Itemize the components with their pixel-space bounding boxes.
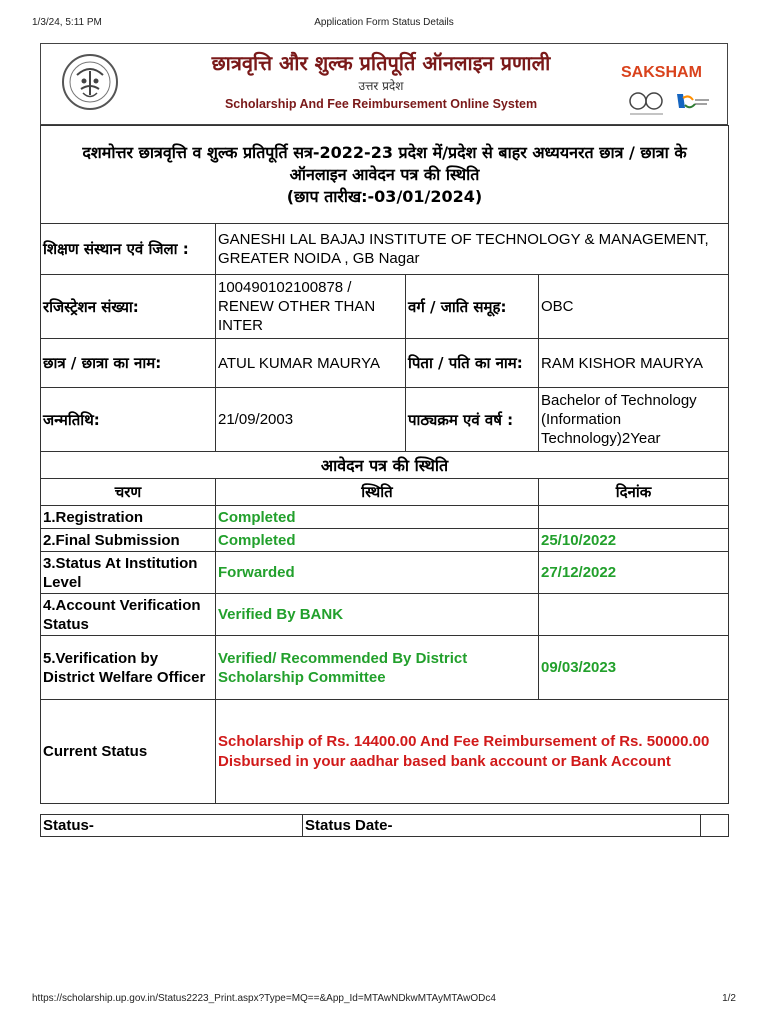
date-cell: 27/12/2022 (539, 552, 729, 594)
column-header-status: स्थिति (216, 479, 539, 506)
current-status-value: Scholarship of Rs. 14400.00 And Fee Reimbursement of Rs. 50000.00 Disbursed in your aadhar based bank account or Bank Account (216, 700, 729, 804)
father-name-label: पिता / पति का नाम: (406, 339, 539, 388)
status-cell: Verified/ Recommended By District Scholarship Committee (216, 636, 539, 700)
table-row (41, 506, 729, 529)
stage-cell: 2.Final Submission (41, 529, 216, 552)
student-name-label: छात्र / छात्रा का नाम: (41, 339, 216, 388)
print-header (32, 17, 736, 31)
status-cell: Completed (216, 529, 539, 552)
date-cell: 09/03/2023 (539, 636, 729, 700)
stage-cell: 4.Account Verification Status (41, 594, 216, 636)
student-name-value: ATUL KUMAR MAURYA (216, 339, 406, 388)
dob-label: जन्मतिथि: (41, 388, 216, 452)
father-name-value: RAM KISHOR MAURYA (539, 339, 729, 388)
stage-cell: 1.Registration (41, 506, 216, 529)
course-label: पाठ्यक्रम एवं वर्ष : (406, 388, 539, 452)
institute-value: GANESHI LAL BAJAJ INSTITUTE OF TECHNOLOGY & MANAGEMENT, GREATER NOIDA , GB Nagar (216, 224, 729, 275)
registration-label: रजिस्ट्रेशन संख्या: (41, 275, 216, 339)
saksham-logos-icon (627, 88, 711, 118)
site-header (40, 43, 728, 125)
stage-cell: 5.Verification by District Welfare Officer (41, 636, 216, 700)
form-title-line1: दशमोत्तर छात्रवृत्ति व शुल्क प्रतिपूर्ति सत्र-2022-23 प्रदेश में/प्रदेश से बाहर अध्ययनरत छात्र / छात्रा के (82, 142, 687, 162)
empty-cell (701, 815, 729, 837)
header-title-english: Scholarship And Fee Reimbursement Online System (224, 97, 538, 111)
stage-cell: 3.Status At Institution Level (41, 552, 216, 594)
status-cell: Verified By BANK (216, 594, 539, 636)
registration-value: 100490102100878 / RENEW OTHER THAN INTER (216, 275, 406, 339)
table-row (41, 529, 729, 552)
date-cell: 25/10/2022 (539, 529, 729, 552)
header-title-hindi: छात्रवृत्ति और शुल्क प्रतिपूर्ति ऑनलाइन प्रणाली (211, 51, 551, 75)
saksham-brand: SAKSHAM (621, 64, 702, 81)
institute-label: शिक्षण संस्थान एवं जिला : (41, 224, 216, 275)
status-date-label: Status Date- (303, 815, 701, 837)
current-status-label: Current Status (41, 700, 216, 804)
date-cell (539, 594, 729, 636)
status-cell: Completed (216, 506, 539, 529)
up-government-seal-icon (61, 53, 119, 111)
column-header-date: दिनांक (539, 479, 729, 506)
table-row (41, 594, 729, 636)
date-cell (539, 506, 729, 529)
category-value: OBC (539, 275, 729, 339)
table-row (41, 552, 729, 594)
table-row (41, 636, 729, 700)
status-footer-row (40, 814, 729, 837)
print-page-title: Application Form Status Details (314, 17, 454, 28)
form-title (41, 126, 729, 224)
column-header-stage: चरण (41, 479, 216, 506)
print-date: (छाप तारीख:-03/01/2024) (286, 186, 483, 206)
dob-value: 21/09/2003 (216, 388, 406, 452)
status-section-heading: आवेदन पत्र की स्थिति (41, 452, 729, 479)
page-url: https://scholarship.up.gov.in/Status2223_Print.aspx?Type=MQ==&App_Id=MTAwNDkwMTAyMTAwODc4 (32, 993, 496, 1004)
print-footer (32, 993, 736, 1007)
form-title-line2: ऑनलाइन आवेदन पत्र की स्थिति (289, 164, 480, 184)
application-status-table (40, 125, 729, 804)
status-label: Status- (41, 815, 303, 837)
status-cell: Forwarded (216, 552, 539, 594)
header-state: उत्तर प्रदेश (358, 79, 404, 93)
page-number: 1/2 (722, 993, 736, 1004)
course-value: Bachelor of Technology (Information Technology)2Year (539, 388, 729, 452)
category-label: वर्ग / जाति समूह: (406, 275, 539, 339)
print-datetime: 1/3/24, 5:11 PM (32, 17, 102, 28)
